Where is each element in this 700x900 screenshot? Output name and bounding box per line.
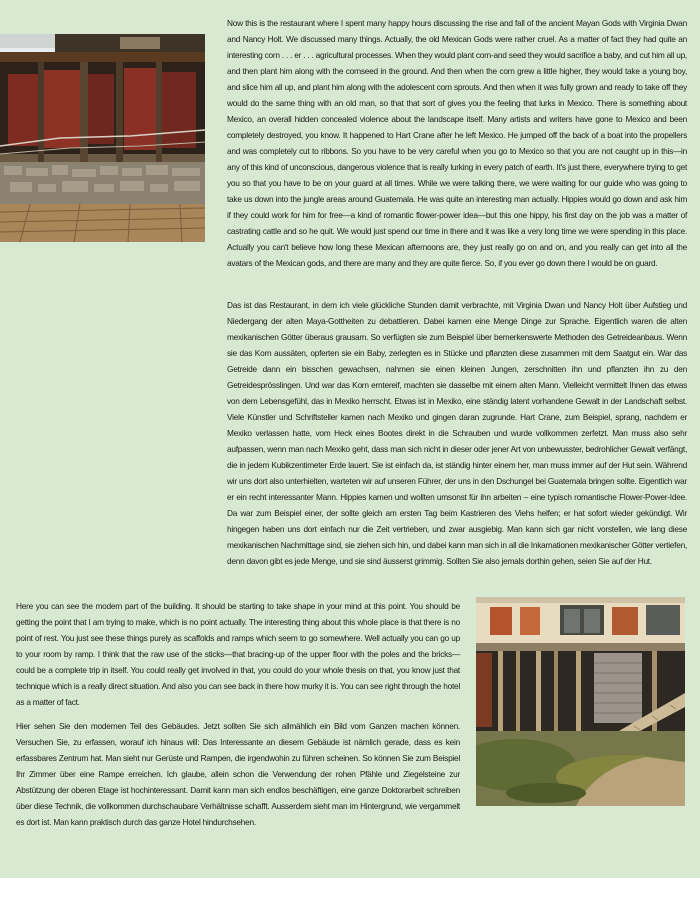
building-photo-graphic: [476, 597, 685, 806]
english-text-restaurant: Now this is the restaurant where I spent many happy hours discussing the rise and fall of the ancient Mayan Gods with Virginia Dwan and Nancy Holt. We discussed many things. Actually, the old Mexican Gods were rather cruel. As a matter of fact they had quite an interesting corn . . . er . . . agricultural processes. When they would plant corn-and seed they would sacrifice a baby, and cut him all up, and then plant him along with the cornseed in the ground. And then when the corn grew a little higher, they would take a young boy, and slice him all up, and plant him along with the adolescent corn sprouts. And then when it was fully grown and ready to take off they would do the same thing with an old man, so that that sort of gives you the feeling that lurks in Mexico. There is something about Mexico, an overall hidden concealed violence about the landscape itself. Many artists and writers have gone to Mexico and been completely destroyed, you know. It happened to Hart Crane after he left Mexico. He jumped off the back of a boat into the propellers and was completely cut to ribbons. So you have to be very careful when you go to Mexico so that you are not caught up in this—in any of this kind of unconscious, dangerous violence that is really lurking in every patch of earth. It's just there, everywhere trying to get you so that you have to be on your guard at all times. While we were talking there, we were waiting for our guide who was going to take us down into the jungle areas around Guatemala. He was quite an interesting man actually. Hippies would go down and ask him if they could work for him for free—a kind of romantic flower-power idea—but this one hippy, his first day on the job was a matter of castrating cattle and so he quit. We would just spend our time in there and it was like a very long time we were spending in this place. Actually you can't believe how long these Mexican afternoons are, they just really go on and on, and you really can get into all the avatars of the Mexican gods, and there are many and they are quite fierce. So, if you ever go down there I would be on guard.: [227, 18, 687, 268]
restaurant-photo-graphic: [0, 34, 205, 242]
restaurant-photo: [0, 34, 205, 242]
building-photo: [476, 597, 685, 806]
page-margin-strip: [0, 878, 700, 900]
english-text-building: Here you can see the modern part of the building. It should be starting to take shape in your mind at this point. You should be getting the point that I am trying to make, which is no point actually. The interesting thing about this whole place is that there is no point of rest. You just see these things purely as scaffolds and ramps which seem to go somewhere. Well actually you can go up to your room by ramp. I think that the raw use of the sticks—that bracing-up of the upper floor with the poles and the bricks—could be a complete trip in itself. You could really get involved in that, you could do your whole thesis on that, you know just that technique which is a really direct situation. And also you can see back in there how murky it is. You can see right through the hotel as a matter of fact.: [16, 601, 460, 707]
german-text-building: Hier sehen Sie den modernen Teil des Gebäudes. Jetzt sollten Sie sich allmählich ein Bild vom Ganzen machen können. Versuchen Sie, zu erfassen, worauf ich hinaus will: Das Interessante an diesem Gebäude ist nämlich gerade, dass es kein erfassbares Zentrum hat. Man sieht nur Gerüste und Rampen, die irgendwohin zu führen scheinen. So können Sie zum Beispiel Ihr Zimmer über eine Rampe erreichen. Ich glaube, allein schon die Verwendung der rohen Pfähle und Ziegelsteine zur Abstützung der oberen Etage ist hochinteressant. Damit kann man sich endlos beschäftigen, eine ganze Doktorarbeit schreiben über diese Technik, die vollkommen durchschaubare Verhältnisse schafft. Ausserdem sieht man im Hintergrund, wie vergammelt es dort ist. Man kann praktisch durch das ganze Hotel hindurchsehen.: [16, 721, 460, 827]
german-text-restaurant: Das ist das Restaurant, in dem ich viele glückliche Stunden damit verbrachte, mit Virginia Dwan und Nancy Holt über Aufstieg und Niedergang der alten Maya-Gottheiten zu debattieren. Dabei kamen eine Menge Dinge zur Sprache. Eigentlich waren die alten mexikanischen Götter überaus grausam. So verfügten sie zum Beispiel über bemerkenswerte Methoden des Getreideanbaus. Wenn sie das Korn aussäten, opferten sie ein Baby, zerlegten es in Stücke und pflanzten diese zusammen mit dem Saatgut ein. War das Getreide dann ein bisschen gewachsen, nahmen sie einen kleinen Jungen, zerschnitten ihn und pflanzten ihn zu den Getreidesprösslingen. Und war das Korn erntereif, machten sie dasselbe mit einem alten Mann. Vielleicht vermittelt Ihnen das etwas von dem Lebensgefühl, das in Mexiko herrscht. Etwas ist in Mexiko, eine ständig latent vorhandene Gewalt in der Landschaft selbst. Viele Künstler und Schriftsteller kamen nach Mexiko und gingen daran zugrunde. Hart Crane, zum Beispiel, sprang, nachdem er Mexiko verlassen hatte, vom Heck eines Bootes direkt in die Schrauben und wurde vollkommen zerfetzt. Man muss also sehr aufpassen, wenn man nach Mexiko geht, dass man sich nicht in dieser oder jener Art von unbewusster, bedrohlicher Gewalt verfängt, die in jedem Kubikzentimeter Erde lauert. Sie ist einfach da, ist ständig hinter einem her, man muss immer auf der Hut sein. Während wir uns dort also unterhielten, warteten wir auf unseren Führer, der uns in den Dschungel bei Guatemala bringen sollte. Eigentlich war er ein recht interessanter Mann. Hippies kamen und wollten umsonst für ihn arbeiten – eine typisch romantische Flower-Power-Idee. Da war zum Beispiel einer, der sollte gleich am ersten Tag beim Kastrieren des Viehs helfen; er hat sofort wieder gekündigt. Wir hingegen haben uns dort einfach nur die Zeit vertrieben, und zwar ausgiebig. Man kann sich gar nicht vorstellen, wie lang diese mexikanischen Nachmittage sind, sie ziehen sich hin, und dabei kann man sich in all die Inkarnationen mexikanischer Götter vertiefen, denn davon gibt es jede Menge, und sie sind äusserst grimmig. Sollten Sie also jemals dorthin gehen, seien Sie auf der Hut.: [227, 300, 687, 566]
